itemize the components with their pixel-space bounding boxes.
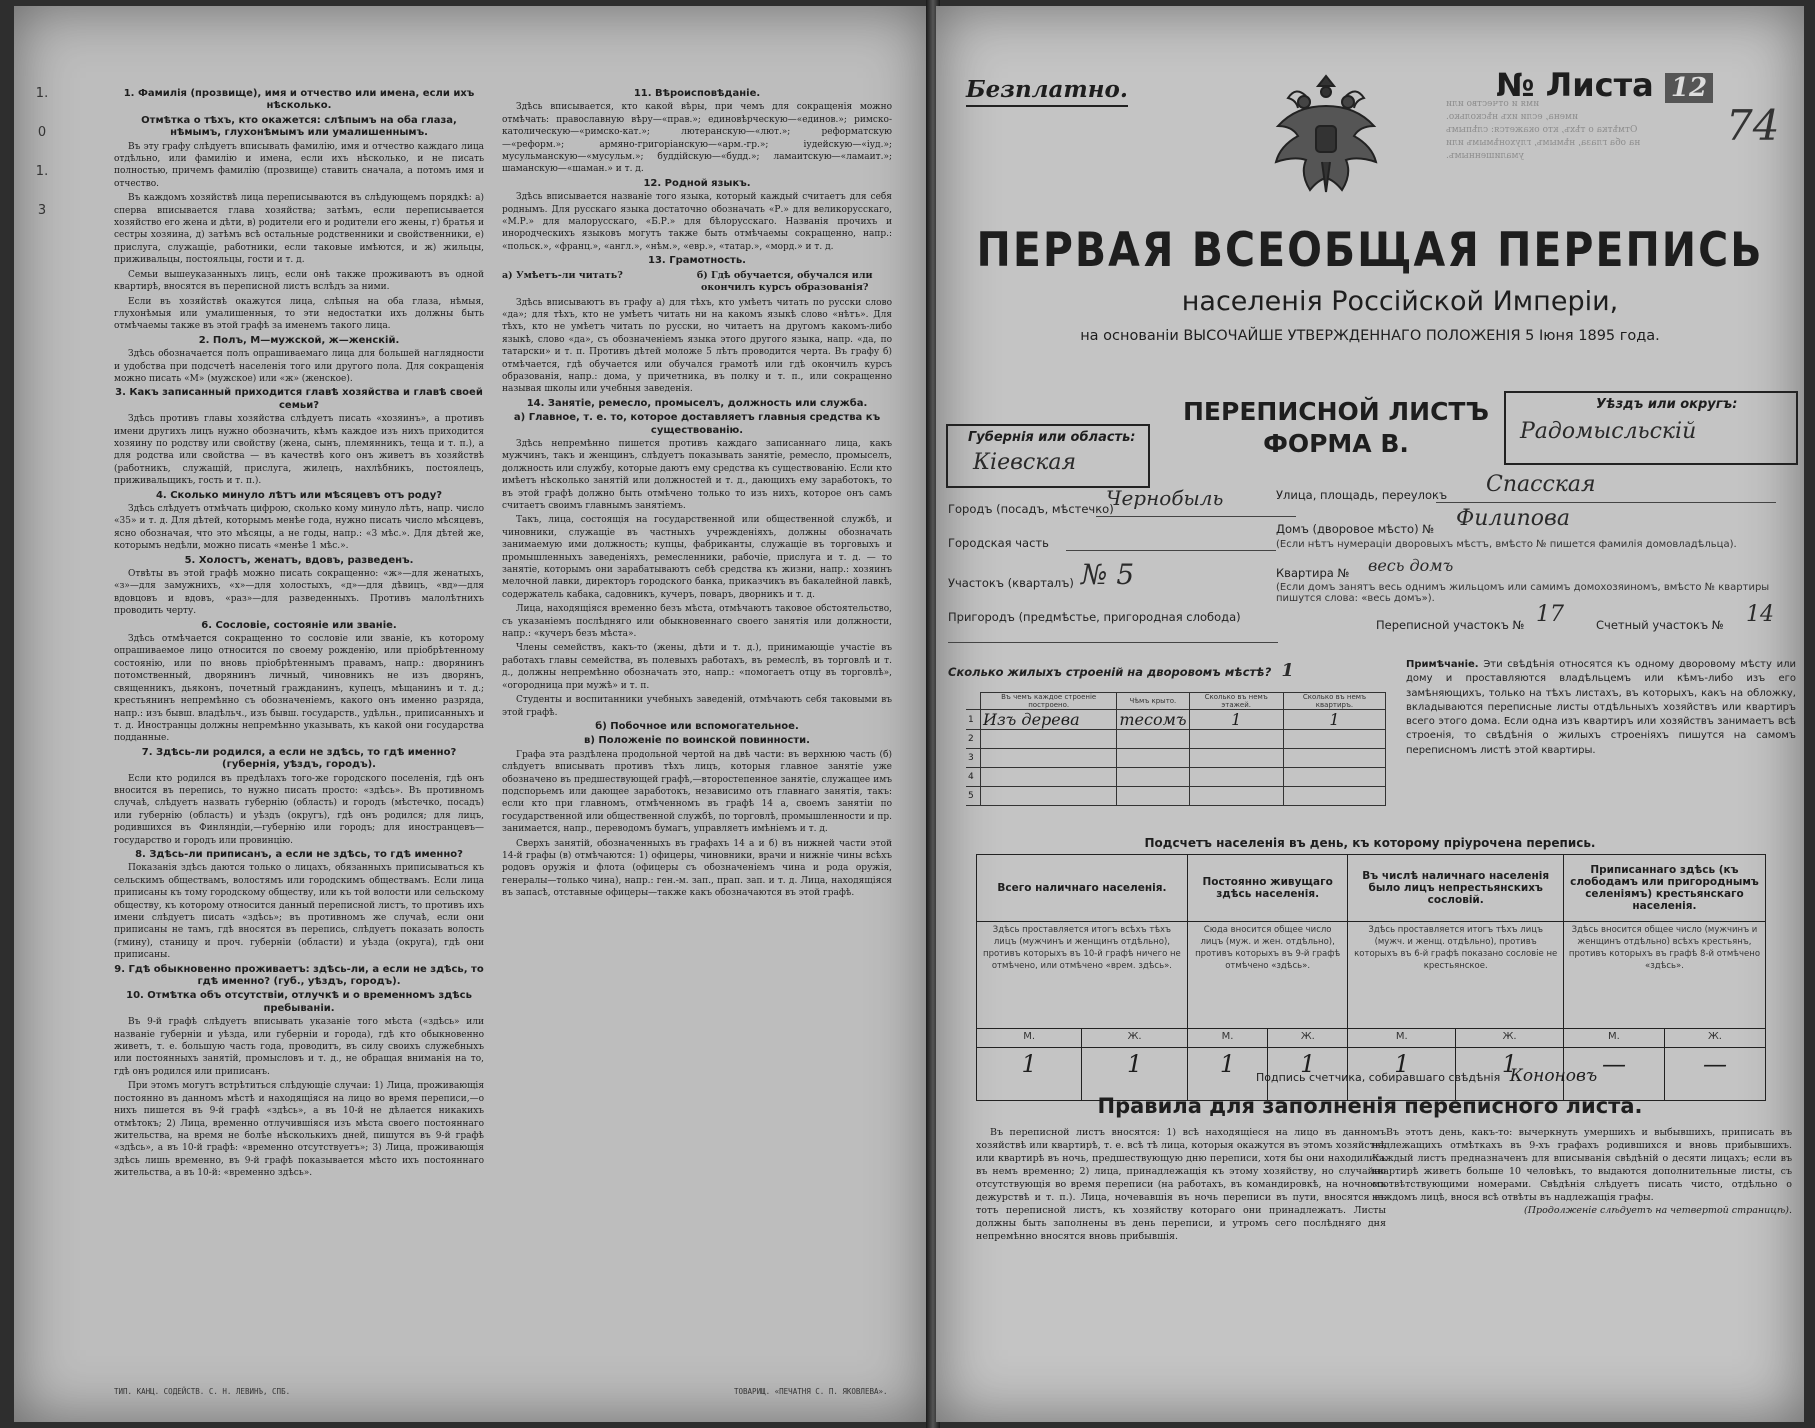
male-label: М. xyxy=(1187,1029,1267,1048)
section-title: 12. Родной языкъ. xyxy=(643,177,751,189)
count-male[interactable]: 1 xyxy=(977,1048,1082,1101)
counter-signature-label: Подпись счетчика, собиравшаго свѣдѣнія xyxy=(1256,1071,1501,1084)
free-label: Безплатно. xyxy=(966,76,1128,107)
row-number: 4 xyxy=(966,768,981,787)
double-headed-eagle-emblem xyxy=(1266,66,1386,206)
rules-text: Въ переписной листъ вносятся: 1) всѣ находящіеся на лицо въ данномъ хозяйствѣ или квартирѣ, т. е. всѣ тѣ лица, которыя окажутся въ этомъ хозяйствѣ или квартирѣ въ ночь, предшествующую дню переписи, хотя бы они находились въ немъ временно; 2) лица, принадлежащія къ этому хозяйству, но случайно отсутствующія во время переписи (на работахъ, въ командировкѣ, на ночномъ дежурствѣ и т. п.). Лица, ночевавшія въ ночь переписи въ пути, вносятся въ тотъ переписной листъ, къ хозяйству котораго они принадлежатъ. Листы должны быть заполнены въ день переписи, и утромъ сего послѣдняго дня непремѣнно вносятся вновь прибывшія. xyxy=(976,1127,1386,1242)
female-label: Ж. xyxy=(1082,1029,1187,1048)
section-text: Студенты и воспитанники учебныхъ заведеній, отмѣчаютъ себя таковыми въ этой графѣ. xyxy=(502,695,892,718)
section-text: Члены семействъ, какъ-то (жены, дѣти и т. д.), принимающіе участіе въ работахъ главы семейства, въ полевыхъ работахъ, въ ремеслѣ, въ торговлѣ и т. д., должны непремѣнно обозначать это, напр.: «помогаетъ отцу въ торговлѣ», «огородница при мужѣ» и т. п. xyxy=(502,643,892,691)
table-cell[interactable] xyxy=(1117,768,1189,787)
section-title: 10. Отмѣтка объ отсутствіи, отлучкѣ и о временномъ здѣсь пребываніи. xyxy=(126,990,472,1014)
district-box xyxy=(1504,391,1798,465)
section-title: 6. Сословіе, состояніе или званіе. xyxy=(201,619,397,631)
col-header: Постоянно живущаго здѣсь населенія. xyxy=(1187,855,1348,922)
row-number: 2 xyxy=(966,730,981,749)
section-text: Сверхъ занятій, обозначенныхъ въ графахъ 14 а и б) въ нижней части этой 14-й графы (в) отмѣчаются: 1) офицеры, чиновники, врачи и нижніе чины всѣхъ родовъ оружія и флота (офицеры съ обозначеніемъ чина и рода оружія, генералы—только чина), напр.: ген.-м. зап., прап. зап. и т. д. Лица, находящіяся въ запасѣ, отставные офицеры—также какъ обозначаются въ этой графѣ. xyxy=(502,838,892,899)
col-header: Въ числѣ наличнаго населенія было лицъ непрестьянскихъ сословій. xyxy=(1348,855,1563,922)
sheet-title-line1: ПЕРЕПИСНОЙ ЛИСТЪ xyxy=(1183,397,1489,426)
margin-marks xyxy=(22,86,62,218)
col-description: Здѣсь вносится общее число (мужчинъ и женщинъ отдѣльно) всѣхъ крестьянъ, противъ которыхъ въ графѣ 8-й отмѣчено «здѣсь». xyxy=(1563,922,1765,1029)
sheet-number xyxy=(1496,66,1713,104)
section-title: 3. Какъ записанный приходится главѣ хозяйства и главѣ своей семьи? xyxy=(115,387,483,411)
col-header: Сколько въ немъ квартиръ. xyxy=(1283,693,1385,710)
table-cell[interactable] xyxy=(1117,787,1189,806)
section-text: Если кто родился въ предѣлахъ того-же городского поселенія, гдѣ онъ вносится въ перепись, то нужно писать просто: «здѣсь». Въ противномъ случаѣ, слѣдуетъ назвать губернію (область) и городъ (мѣстечко, посадъ) или губернію (область) и уѣздъ (округъ), гдѣ онъ родился; для лицъ, родившихся въ Финляндіи,—губернію или городъ; для иностранцевъ—государство и городъ или провинцію. xyxy=(114,773,484,846)
buildings-table xyxy=(966,692,1386,806)
col-header: Въ чемъ каждое строеніе построено. xyxy=(981,693,1117,710)
stamp-line: имена, если ихъ нѣсколько. xyxy=(1446,112,1579,122)
male-label: М. xyxy=(1348,1029,1456,1048)
district-label: Уѣздъ или округъ: xyxy=(1596,397,1738,412)
apartment-label: Квартира № xyxy=(1276,566,1350,580)
census-precinct-value[interactable]: 17 xyxy=(1536,602,1564,627)
city-label: Городъ (посадъ, мѣстечко) xyxy=(948,502,1114,516)
section-title: 2. Полъ, М—мужской, ж—женскій. xyxy=(198,334,400,346)
table-cell[interactable] xyxy=(981,787,1117,806)
printer-footer: ТИП. КАНЦ. СОДЕЙСТВ. С. Н. ЛЕВИНЪ, СПБ. xyxy=(114,1387,291,1396)
col-description: Сюда вносится общее число лицъ (муж. и жен. отдѣльно), противъ которыхъ въ 9-й графѣ отмѣчено «здѣсь». xyxy=(1187,922,1348,1029)
section-text: Здѣсь противъ главы хозяйства слѣдуетъ писать «хозяинъ», а противъ имени другихъ лицъ нужно обозначить, кѣмъ каждое изъ нихъ приходится хозяину по родству или свойству (жена, сынъ, племянникъ, теща и т. п.), а для родства или свойства — въ качествѣ кого онъ живетъ въ хозяйствѣ (работникъ, служащій, прислуга, жилецъ, нахлѣбникъ, постоялецъ, приживальщикъ, гость и т. п.). xyxy=(114,414,484,487)
section-text: Здѣсь обозначается полъ опрашиваемаго лица для большей наглядности и удобства при подсчетѣ населенія того или другого пола. Для сокращенія можно писать «М» (мужское) или «ж» (женское). xyxy=(114,349,484,384)
city-value[interactable]: Чернобыль xyxy=(1106,486,1224,510)
city-part-label: Городская часть xyxy=(948,536,1049,550)
section-text: Лица, находящіяся временно безъ мѣста, отмѣчаютъ таковое обстоятельство, съ указаніемъ послѣдняго или обыкновеннаго своего занятія или должности, напр.: «кучеръ безъ мѣста». xyxy=(502,604,892,640)
section-text: Въ эту графу слѣдуетъ вписывать фамилію, имя и отчество каждаго лица отдѣльно, или фамилію и имена, если ихъ нѣсколько, и не писать полностью, причемъ фамилію (прозвище) ставить сначала, а потомъ имя и отчество. xyxy=(114,141,484,189)
literacy-question-b: б) Гдѣ обучается, обучался или окончилъ курсъ образованія? xyxy=(696,269,873,294)
suburb-underline xyxy=(948,642,1278,643)
table-cell[interactable] xyxy=(1189,768,1283,787)
section-text: Семьи вышеуказанныхъ лицъ, если онѣ также проживаютъ въ одной квартирѣ, вносятся въ переписной листъ вслѣдъ за ними. xyxy=(114,269,484,293)
section-text: Здѣсь вписываютъ въ графу а) для тѣхъ, кто умѣетъ читать по русски слово «да»; для тѣхъ, кто не умѣетъ читать ни на какомъ языкѣ слово «нѣтъ». Для тѣхъ, кто не умѣетъ читать по русски, но читаетъ на другомъ какомъ-либо языкѣ, слово «да», съ обозначеніемъ языка этого другого языка, напр. «да, по татарски» и т. п. Противъ дѣтей моложе 5 лѣтъ проводится черта. Въ графу б) отмѣчается, гдѣ обучается или обучался грамотѣ или гдѣ окончилъ курсъ образованія, напр.: дома, у причетника, въ полку и т. п., или сокращенно называя школы или учебныя заведенія. xyxy=(502,297,892,395)
instructions-column-a xyxy=(114,86,484,1336)
male-label: М. xyxy=(1563,1029,1664,1048)
right-page xyxy=(936,6,1804,1422)
count-female[interactable]: 1 xyxy=(1268,1048,1348,1101)
census-legal-basis: на основаніи ВЫСОЧАЙШЕ УТВЕРЖДЕННАГО ПОЛОЖЕНІЯ 5 Іюня 1895 года. xyxy=(1080,328,1660,344)
literacy-question-a: а) Умѣетъ-ли читать? xyxy=(502,269,623,281)
section-text: Такъ, лица, состоящія на государственной или общественной службѣ, и чиновники, служащіе въ частныхъ учрежденіяхъ, должны обозначать занимаемую ими должность; купцы, фабриканты, служащіе въ торговыхъ и промышленныхъ заведеніяхъ, ремесленники, рабочіе, прислуга и т. д. — то занятіе, которымъ они зарабатываютъ себѣ средства къ жизни, напр.: хозяинъ мелочной лавки, директоръ городского банка, приказчикъ въ бакалейной лавкѣ, содержатель кабака, садовникъ, кучеръ, поваръ, дворникъ и т. д. xyxy=(502,515,892,600)
counter-signature xyxy=(1256,1066,1597,1086)
rules-continued-note: (Продолженіе слѣдуетъ на четвертой страницѣ). xyxy=(1524,1205,1792,1216)
margin-mark: 3 xyxy=(37,203,47,218)
male-label: М. xyxy=(977,1029,1082,1048)
buildings-question xyxy=(948,660,1294,681)
table-cell[interactable] xyxy=(1283,768,1385,787)
table-cell[interactable] xyxy=(981,730,1117,749)
table-cell[interactable] xyxy=(1117,730,1189,749)
left-page xyxy=(14,6,929,1422)
rules-title: Правила для заполненія переписного листа. xyxy=(1097,1094,1643,1118)
table-row xyxy=(966,749,1386,768)
table-cell[interactable] xyxy=(1283,730,1385,749)
stamp-line: имя и отчество или xyxy=(1446,99,1540,109)
house-label: Домъ (дворовое мѣсто) № xyxy=(1276,522,1435,536)
margin-mark: 0 xyxy=(37,125,47,140)
sheet-title xyxy=(1166,396,1506,460)
section-text: Въ 9-й графѣ слѣдуетъ вписывать указаніе того мѣста («здѣсь» или названіе губерніи и уѣзда, или губерніи и города), гдѣ кто обыкновенно живетъ, т. е. большую часть года, проводитъ, въ силу своихъ служебныхъ или постоянныхъ занятій, промысловъ и т. д., не обращая вниманія на то, гдѣ онъ родился или приписанъ. xyxy=(114,1017,484,1077)
table-cell[interactable] xyxy=(1283,749,1385,768)
col-description: Здѣсь проставляется итогъ тѣхъ лицъ (мужч. и женщ. отдѣльно), противъ которыхъ въ 6-й графѣ показано сословіе не крестьянское. xyxy=(1348,922,1563,1029)
section-text: Отвѣты въ этой графѣ можно писать сокращенно: «ж»—для женатыхъ, «з»—для замужнихъ, «х»—для холостыхъ, «д»—для дѣвицъ, «вд»—для вдовцовъ и вдовъ, «раз»—для разведенныхъ. Противъ малолѣтнихъ проводить черту. xyxy=(114,569,484,617)
literacy-questions xyxy=(502,270,892,295)
census-subtitle: населенія Россійской Имперіи, xyxy=(1181,286,1619,317)
population-count-heading: Подсчетъ населенія въ день, къ которому пріурочена перепись. xyxy=(1144,836,1596,850)
archive-folio-number: 74 xyxy=(1726,101,1780,150)
street-label: Улица, площадь, переулокъ xyxy=(1276,488,1448,502)
table-row xyxy=(966,710,1386,730)
counter-signature-value[interactable]: Кононовъ xyxy=(1509,1066,1598,1086)
section-text: Графа эта раздѣлена продольной чертой на двѣ части: въ верхнюю часть (б) слѣдуетъ вписывать противъ тѣхъ лицъ, которыя главное занятіе уже обозначено въ предшествующей графѣ,—второстепенное занятіе, служащее имъ подспорьемъ или дающее заработокъ, независимо отъ главнаго занятія, такъ: если кто при главномъ, отмѣченномъ въ графѣ 14 а, своемъ занятіи по государственной или общественной службѣ, по торговлѣ, промышленности и пр. занимается, напр., переводомъ бумагъ, управляетъ имѣніемъ и т. д. xyxy=(502,749,892,835)
house-value[interactable]: Филипова xyxy=(1456,506,1570,531)
section-text: Въ каждомъ хозяйствѣ лица переписываются въ слѣдующемъ порядкѣ: а) сперва вписывается глава хозяйства; затѣмъ, если переписывается хозяйство его жена и дѣти, в) родители его и родители его жены, г) братья и сестры хозяина, д) затѣмъ всѣ остальные родственники и свойственники, е) прислуга, служащіе, работники, если таковые имѣются, и ж) жильцы, приживальцы, постояльцы, гости и т. д. xyxy=(114,193,484,266)
census-precinct-label: Переписной участокъ № xyxy=(1376,618,1525,632)
section-subtitle: а) Главное, т. е. то, которое доставляетъ главныя средства къ существованію. xyxy=(513,412,881,436)
section-text: Здѣсь отмѣчается сокращенно то сословіе или званіе, къ которому опрашиваемое лицо относится по своему рожденію, или пріобрѣтенному состоянію, или по вновь пріобрѣтеннымъ правамъ, напр.: дворянинъ потомственный, дворянинъ личный, чиновникъ не изъ дворянъ, священникъ, дьяконъ, почетный гражданинъ, купецъ, мѣщанинъ и т. д.; крестьянинъ непремѣнно съ обозначеніемъ, какого онъ именно разряда, напр.: изъ бывш. владѣльч., изъ бывш. государств., удѣльн., приписанныхъ и т. д. Иностранцы должны непремѣнно указывать, къ какой они государства подданные. xyxy=(114,634,484,744)
table-row xyxy=(966,768,1386,787)
female-label: Ж. xyxy=(1268,1029,1348,1048)
stamp-line: умалишеннымъ. xyxy=(1446,151,1524,161)
section-text: Здѣсь вписывается названіе того языка, который каждый считаетъ для себя роднымъ. Для русскаго языка достаточно обозначать «Р.» для великорусскаго, «М.Р.» для малорусскаго, «Б.Р.» для бѣлорусскаго. Названія прочихъ и инородческихъ языковъ могутъ также быть отмѣчаемы сокращенно, напр.: «польск.», «франц.», «англ.», «нѣм.», «евр.», «татар.», «морд.» и т. д. xyxy=(502,192,892,252)
table-cell[interactable] xyxy=(1189,787,1283,806)
district-value[interactable]: Радомысльскій xyxy=(1520,419,1697,444)
section-title: 4. Сколько минуло лѣтъ или мѣсяцевъ отъ роду? xyxy=(155,489,443,501)
apartment-value[interactable]: весь домъ xyxy=(1368,556,1454,575)
buildings-question-text: Сколько жилыхъ строеній на дворовомъ мѣстѣ? xyxy=(948,665,1272,679)
section-text: Здѣсь непремѣнно пишется противъ каждаго записаннаго лица, какъ мужчинъ, такъ и женщинъ, слѣдуетъ показывать занятіе, ремесло, промыселъ, должность или службу, которые даютъ ему средства къ существованію. Если кто имѣетъ нѣсколько занятій или должностей и т. д., дающихъ ему заработокъ, то въ этой графѣ должно быть отмѣчено только то изъ нихъ, которое онъ самъ считаетъ своимъ главнымъ занятіемъ. xyxy=(502,438,892,511)
table-cell[interactable] xyxy=(1283,787,1385,806)
table-cell[interactable] xyxy=(981,768,1117,787)
section-text: Здѣсь слѣдуетъ отмѣчать цифрою, сколько кому минуло лѣтъ, напр. число «35» и т. д. Для дѣтей, которымъ менѣе года, нужно писать число мѣсяцевъ, ясно обозначая, что это мѣсяцы, а не годы, напр.: «3 мѣс.». Для дѣтей же, которымъ недѣли, можно писать «менѣе 1 мѣс.». xyxy=(114,504,484,552)
count-female[interactable]: 1 xyxy=(1456,1048,1564,1101)
col-header xyxy=(966,693,981,710)
section-title: 1. Фамилія (прозвище), имя и отчество или имена, если ихъ нѣсколько. xyxy=(123,88,475,112)
buildings-question-value[interactable]: 1 xyxy=(1281,660,1294,681)
instructions-column-b xyxy=(502,86,892,1336)
table-row xyxy=(966,787,1386,806)
count-male[interactable]: 1 xyxy=(1348,1048,1456,1101)
section-title: 5. Холостъ, женатъ, вдовъ, разведенъ. xyxy=(184,554,414,566)
census-title: ПЕРВАЯ ВСЕОБЩАЯ ПЕРЕПИСЬ xyxy=(976,222,1764,278)
section-title: 7. Здѣсь-ли родился, а если не здѣсь, то гдѣ именно? (губернія, уѣздъ, городъ). xyxy=(141,746,457,771)
table-cell[interactable] xyxy=(1189,730,1283,749)
sheet-number-value: 12 xyxy=(1665,73,1713,103)
rules-text: Въ этотъ день, какъ-то: вычеркнуть умершихъ и выбывшихъ, приписать въ надлежащихъ отмѣткахъ въ 9-хъ графахъ родившихся и вновь прибывшихъ. Каждый листъ предназначенъ для вписыванія свѣдѣній о десяти лицахъ; если въ квартирѣ живетъ больше 10 человѣкъ, то выдаются дополнительные листы, съ соотвѣтствующими номерами. Свѣдѣнія слѣдуетъ писать чисто, отдѣльно о каждомъ лицѣ, внося всѣ отвѣты въ надлежащія графы. xyxy=(1372,1127,1792,1203)
house-note: (Если нѣтъ нумераціи дворовыхъ мѣстъ, вмѣсто № пишется фамилія домовладѣльца). xyxy=(1276,539,1737,550)
sheet-number-label: № Листа xyxy=(1496,66,1654,104)
stamp-line: на оба глаза, нѣмымъ, глухонѣмымъ или xyxy=(1446,138,1641,148)
apartment-note: (Если домъ занятъ весь однимъ жильцомъ или самимъ домохозяиномъ, вмѣсто № квартиры пишутся слова: «весь домъ»). xyxy=(1276,582,1770,604)
rules-column-a xyxy=(976,1126,1386,1326)
section-title: б) Побочное или вспомогательное. xyxy=(595,720,799,732)
stamp-line: Отмѣтка о тѣхъ, кто окажется: слѣпымъ xyxy=(1446,125,1638,135)
section-title: 8. Здѣсь-ли приписанъ, а если не здѣсь, то гдѣ именно? xyxy=(135,848,463,860)
section-text: Показанія здѣсь даются только о лицахъ, обязанныхъ приписываться къ сельскимъ обществамъ, волостямъ или городскимъ обществамъ. Если лица приписаны къ тому городскому обществу, или къ той волости или сельскому обществу, къ которому относится данный переписной листъ, то противъ ихъ имени слѣдуетъ писать «здѣсь»; въ противномъ же случаѣ, если они приписаны не тамъ, гдѣ вносятся въ перепись, слѣдуетъ показать волость (гмину), станицу и проч. губерніи (области) и уѣзда (округа), гдѣ они приписаны. xyxy=(114,863,484,961)
province-box xyxy=(946,424,1150,488)
population-count-table xyxy=(976,854,1766,1101)
margin-mark: 1. xyxy=(35,164,49,179)
section-text: Здѣсь вписывается, кто какой вѣры, при чемъ для сокращенія можно отмѣчать: православную вѣру—«прав.»; единовѣрческую—«единов.»; римско-католическую—«римско-кат.»; лютеранскую—«лют.»; реформатскую—«реформ.»; армяно-григоріанскую—«арм.-гр.»; іудейскую—«іуд.»; мусульманскую—«мусульм.»; буддійскую—«будд.»; ламаитскую—«ламаит.»; шаманскую—«шаман.» и т. д. xyxy=(502,102,892,175)
section-text: Если въ хозяйствѣ окажутся лица, слѣпыя на оба глаза, нѣмыя, глухонѣмыя или умалишенныя, то эти недостатки ихъ должны быть отмѣчаемы также въ этой графѣ за именемъ такого лица. xyxy=(114,296,484,332)
suburb-label: Пригородъ (предмѣстье, пригородная слобода) xyxy=(948,610,1241,624)
mirror-bleed-stamp xyxy=(1446,98,1640,163)
row-number: 3 xyxy=(966,749,981,768)
city-underline xyxy=(1096,516,1296,517)
street-underline xyxy=(1436,502,1776,503)
col-header: Приписаннаго здѣсь (къ слободамъ или пригороднымъ селеніямъ) крестьянскаго населенія. xyxy=(1563,855,1765,922)
buildings-note xyxy=(1406,658,1796,758)
female-label: Ж. xyxy=(1664,1029,1765,1048)
col-header: Всего наличнаго населенія. xyxy=(977,855,1188,922)
col-header: Сколько въ немъ этажей. xyxy=(1189,693,1283,710)
sheet-title-line2: ФОРМА В. xyxy=(1263,429,1409,458)
section-title: 14. Занятіе, ремесло, промыселъ, должность или служба. xyxy=(526,397,868,409)
count-female[interactable]: — xyxy=(1664,1048,1765,1101)
col-header: Чѣмъ крыто. xyxy=(1117,693,1189,710)
table-cell[interactable] xyxy=(981,749,1117,768)
row-number: 1 xyxy=(966,710,981,730)
rules-column-b xyxy=(1372,1126,1792,1326)
table-cell[interactable]: 1 xyxy=(1189,710,1283,730)
table-row xyxy=(966,730,1386,749)
city-part-underline xyxy=(1066,550,1276,551)
note-label: Примѣчаніе. xyxy=(1406,659,1479,670)
precinct-label: Участокъ (кварталъ) xyxy=(948,576,1074,590)
section-title: 11. Вѣроисповѣданіе. xyxy=(633,88,761,99)
printer-footer: ТОВАРИЩ. «ПЕЧАТНЯ С. П. ЯКОВЛЕВА». xyxy=(734,1387,888,1396)
col-description: Здѣсь проставляется итогъ всѣхъ тѣхъ лицъ (мужчинъ и женщинъ отдѣльно), противъ которыхъ въ 10-й графѣ ничего не отмѣчено, или отмѣчено «врем. здѣсь». xyxy=(977,922,1188,1029)
section-title: в) Положеніе по воинской повинности. xyxy=(584,735,810,747)
table-cell[interactable] xyxy=(1189,749,1283,768)
province-label: Губернія или область: xyxy=(968,430,1136,445)
street-value[interactable]: Спасская xyxy=(1486,472,1596,497)
count-female[interactable]: 1 xyxy=(1082,1048,1187,1101)
table-cell[interactable] xyxy=(1117,749,1189,768)
count-male[interactable]: — xyxy=(1563,1048,1664,1101)
table-cell[interactable]: 1 xyxy=(1283,710,1385,730)
count-precinct-value[interactable]: 14 xyxy=(1746,602,1774,627)
count-precinct-label: Счетный участокъ № xyxy=(1596,618,1724,632)
row-number: 5 xyxy=(966,787,981,806)
section-text: При этомъ могутъ встрѣтиться слѣдующіе случаи: 1) Лица, проживающія постоянно въ данномъ мѣстѣ и находящіяся на лицо во время переписи,—о нихъ пишется въ 9-й графѣ «здѣсь», а въ 10-й не дѣлается никакихъ отмѣтокъ; 2) Лица, временно отлучившіяся изъ мѣста своего постояннаго жительства, на время не болѣе нѣсколькихъ дней, пишутся въ 9-й графѣ «здѣсь», а въ 10-й графѣ: «временно отсутствуетъ»; 3) Лица, проживающія здѣсь лишь временно, въ 9-й графѣ показывается мѣсто ихъ постояннаго жительства, а въ 10-й: «временно здѣсь». xyxy=(114,1081,484,1179)
section-title: 9. Гдѣ обыкновенно проживаетъ: здѣсь-ли, а если не здѣсь, то гдѣ именно? (губ., уѣздъ, городъ). xyxy=(114,963,484,988)
female-label: Ж. xyxy=(1456,1029,1564,1048)
table-cell[interactable]: тесомъ xyxy=(1117,710,1189,730)
table-cell[interactable]: Изъ дерева xyxy=(981,710,1117,730)
count-male[interactable]: 1 xyxy=(1187,1048,1267,1101)
section-title: 13. Грамотность. xyxy=(648,255,746,267)
province-value[interactable]: Кіевская xyxy=(973,450,1077,475)
precinct-value[interactable]: № 5 xyxy=(1081,558,1135,591)
margin-mark: 1. xyxy=(35,86,49,101)
note-text: Эти свѣдѣнія относятся къ одному дворовому мѣсту или дому и проставляются владѣльцемъ или кѣмъ-либо изъ его замѣняющихъ, только на тѣхъ листахъ, въ которыхъ, какъ на обложку, вкладываются переписные листы отдѣльныхъ хозяйствъ или квартиръ всего этого дома. Если одна изъ квартиръ или хозяйствъ занимаетъ всѣ строенія, то свѣдѣнія о жилыхъ строеніяхъ пишутся на самомъ переписномъ листѣ этой квартиры. xyxy=(1406,659,1796,756)
section-subtitle: Отмѣтка о тѣхъ, кто окажется: слѣпымъ на оба глаза, нѣмымъ, глухонѣмымъ или умалишеннымъ. xyxy=(141,114,457,139)
